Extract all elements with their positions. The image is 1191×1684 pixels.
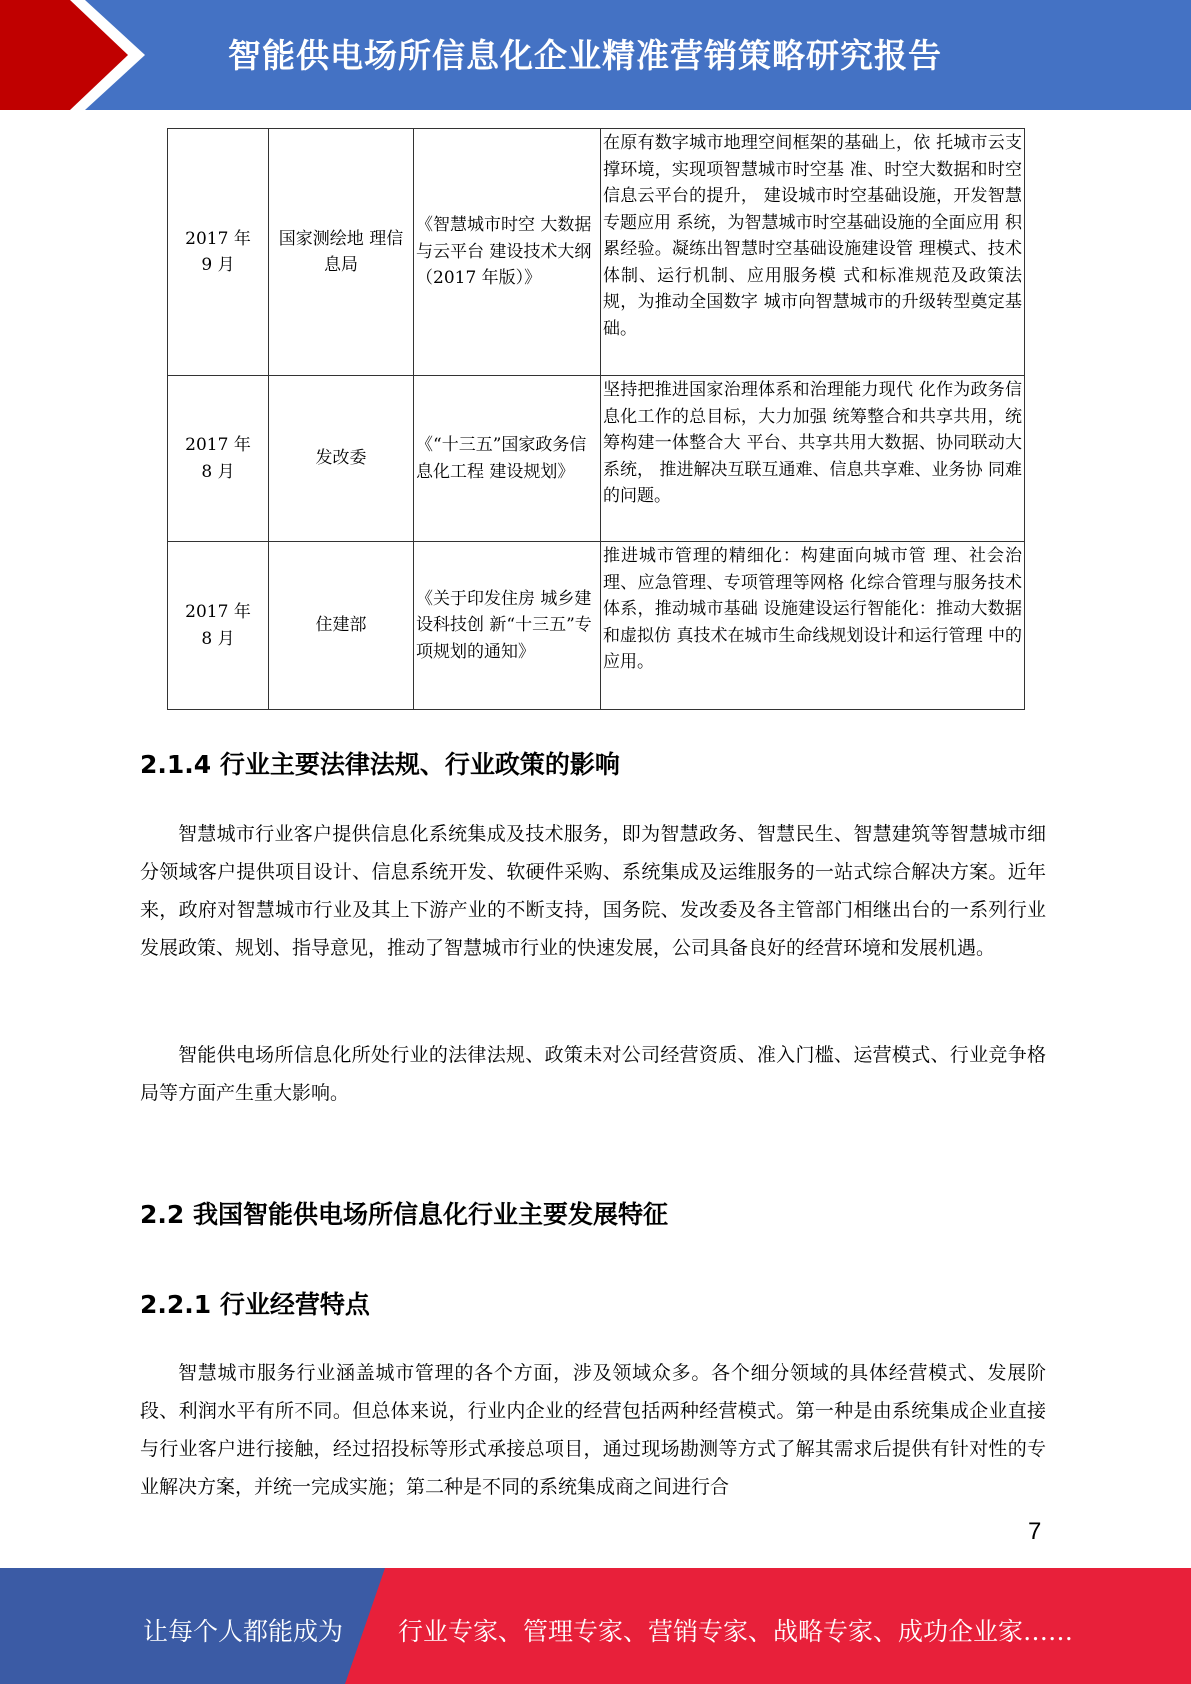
page-number: 7 [1028, 1518, 1042, 1545]
description-cell: 在原有数字城市地理空间框架的基础上，依 托城市云支撑环境，实现项智慧城市时空基 准、时空大数据和时空信息云平台的提升， 建设城市时空基础设施，开发智慧专题应用 系统，为智慧城市时空基础设施的全面应用 积累经验。凝练出智慧时空基础设施建设管 理模式、技术体制、运行机制、应用服务模 式和标准规范及政策法规，为推动全国数字 城市向智慧城市的升级转型奠定基础。 [601, 129, 1025, 376]
header-chevron-graphic [0, 0, 160, 110]
policy-table [167, 128, 1025, 710]
footer-slogan-right: 行业专家、管理专家、营销专家、战略专家、成功企业家…… [398, 1617, 1074, 1646]
document-cell: 《关于印发住房 城乡建设科技创 新“十三五”专 项规划的通知》 [414, 542, 601, 710]
department-cell: 住建部 [269, 542, 414, 710]
document-cell: 《“十三五”国家政务信息化工程 建设规划》 [414, 376, 601, 542]
date-cell: 2017 年 8 月 [168, 542, 269, 710]
paragraph: 智能供电场所信息化所处行业的法律法规、政策未对公司经营资质、准入门槛、运营模式、行业竞争格局等方面产生重大影响。 [140, 1044, 1046, 1104]
date-cell: 2017 年 8 月 [168, 376, 269, 542]
description-cell: 推进城市管理的精细化：构建面向城市管 理、社会治理、应急管理、专项管理等网格 化综合管理与服务技术体系，推动城市基础 设施建设运行智能化：推动大数据和虚拟仿 真技术在城市生命线规划设计和运行管理 中的应用。 [601, 542, 1025, 710]
footer-slogan-left: 让每个人都能成为 [143, 1617, 344, 1646]
page-header [0, 0, 1191, 110]
section-heading-2-2-1: 2.2.1 行业经营特点 [140, 1290, 370, 1319]
table-row [168, 129, 1025, 376]
department-cell: 国家测绘地 理信息局 [269, 129, 414, 376]
page-footer [0, 1568, 1191, 1684]
paragraph: 智慧城市行业客户提供信息化系统集成及技术服务，即为智慧政务、智慧民生、智慧建筑等智慧城市细分领域客户提供项目设计、信息系统开发、软硬件采购、系统集成及运维服务的一站式综合解决方案。近年来，政府对智慧城市行业及其上下游产业的不断支持，国务院、发改委及各主管部门相继出台的一系列行业发展政策、规划、指导意见，推动了智慧城市行业的快速发展，公司具备良好的经营环境和发展机遇。 [140, 823, 1046, 959]
paragraph: 智慧城市服务行业涵盖城市管理的各个方面，涉及领域众多。各个细分领域的具体经营模式、发展阶段、利润水平有所不同。但总体来说，行业内企业的经营包括两种经营模式。第一种是由系统集成企业直接与行业客户进行接触，经过招投标等形式承接总项目，通过现场勘测等方式了解其需求后提供有针对性的专业解决方案，并统一完成实施；第二种是不同的系统集成商之间进行合 [140, 1362, 1046, 1498]
table-row [168, 376, 1025, 542]
section-heading-2-2: 2.2 我国智能供电场所信息化行业主要发展特征 [140, 1200, 668, 1229]
table-row [168, 542, 1025, 710]
department-cell: 发改委 [269, 376, 414, 542]
document-cell: 《智慧城市时空 大数据与云平台 建设技术大纲（2017 年版）》 [414, 129, 601, 376]
section-heading-2-1-4: 2.1.4 行业主要法律法规、行业政策的影响 [140, 750, 620, 779]
date-cell: 2017 年 9 月 [168, 129, 269, 376]
report-title: 智能供电场所信息化企业精准营销策略研究报告 [228, 36, 942, 75]
description-cell: 坚持把推进国家治理体系和治理能力现代 化作为政务信息化工作的总目标，大力加强 统筹整合和共享共用，统筹构建一体整合大 平台、共享共用大数据、协同联动大系统， 推进解决互联互通难、信息共享难、业务协 同难的问题。 [601, 376, 1025, 542]
